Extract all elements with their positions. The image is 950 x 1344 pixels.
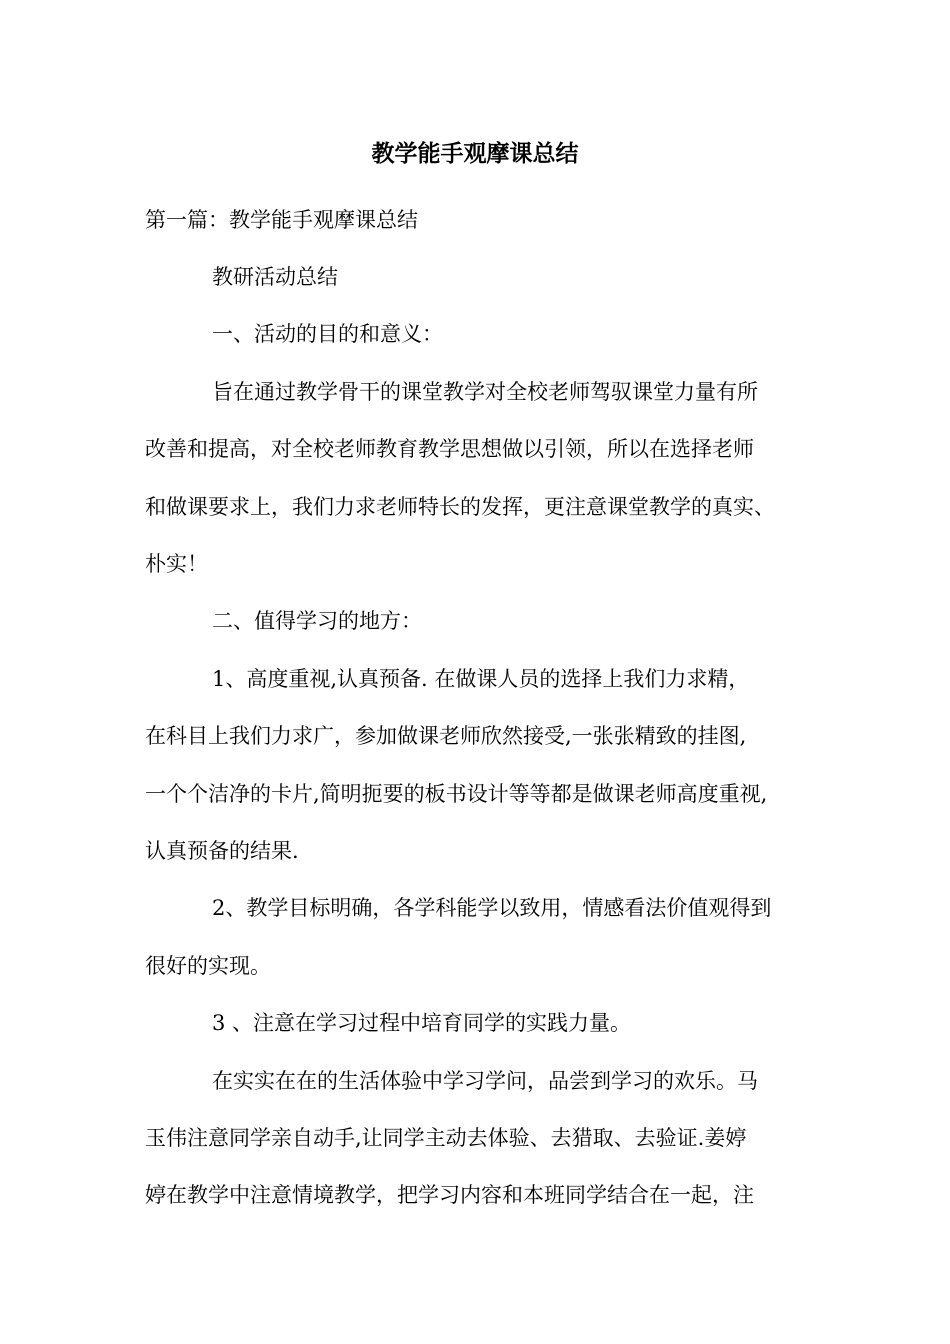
subheading: 教研活动总结 xyxy=(212,265,338,289)
paragraph-line: 旨在通过教学骨干的课堂教学对全校老师驾驭课堂力量有所 xyxy=(212,380,758,404)
paragraph-line: 改善和提高，对全校老师教育教学思想做以引领，所以在选择老师 xyxy=(145,437,754,461)
paragraph-line: 玉伟注意同学亲自动手,让同学主动去体验、去猎取、去验证.姜婷 xyxy=(145,1126,747,1150)
subheading: 二、值得学习的地方： xyxy=(212,609,422,633)
subheading: 一、活动的目的和意义： xyxy=(212,322,443,346)
paragraph-line: 认真预备的结果. xyxy=(145,839,299,863)
paragraph-line: 很好的实现。 xyxy=(145,954,271,978)
document-title: 教学能手观摩课总结 xyxy=(371,141,579,167)
paragraph-line: 一个个洁净的卡片,简明扼要的板书设计等等都是做课老师高度重视, xyxy=(145,782,768,806)
paragraph-line: 1、高度重视,认真预备. 在做课人员的选择上我们力求精， xyxy=(212,667,750,691)
subheading: 3 、注意在学习过程中培育同学的实践力量。 xyxy=(212,1011,632,1035)
paragraph-line: 和做课要求上，我们力求老师特长的发挥，更注意课堂教学的真实、 xyxy=(145,495,775,519)
section-heading: 第一篇：教学能手观摩课总结 xyxy=(145,208,418,232)
paragraph-line: 2、教学目标明确，各学科能学以致用，情感看法价值观得到 xyxy=(212,896,772,920)
paragraph-line: 婷在教学中注意情境教学，把学习内容和本班同学结合在一起，注 xyxy=(145,1183,754,1207)
paragraph-line: 在科目上我们力求广，参加做课老师欣然接受,一张张精致的挂图, xyxy=(145,724,747,748)
paragraph-line: 朴实！ xyxy=(145,552,208,576)
paragraph-line: 在实实在在的生活体验中学习学问，品尝到学习的欢乐。马 xyxy=(212,1069,758,1093)
